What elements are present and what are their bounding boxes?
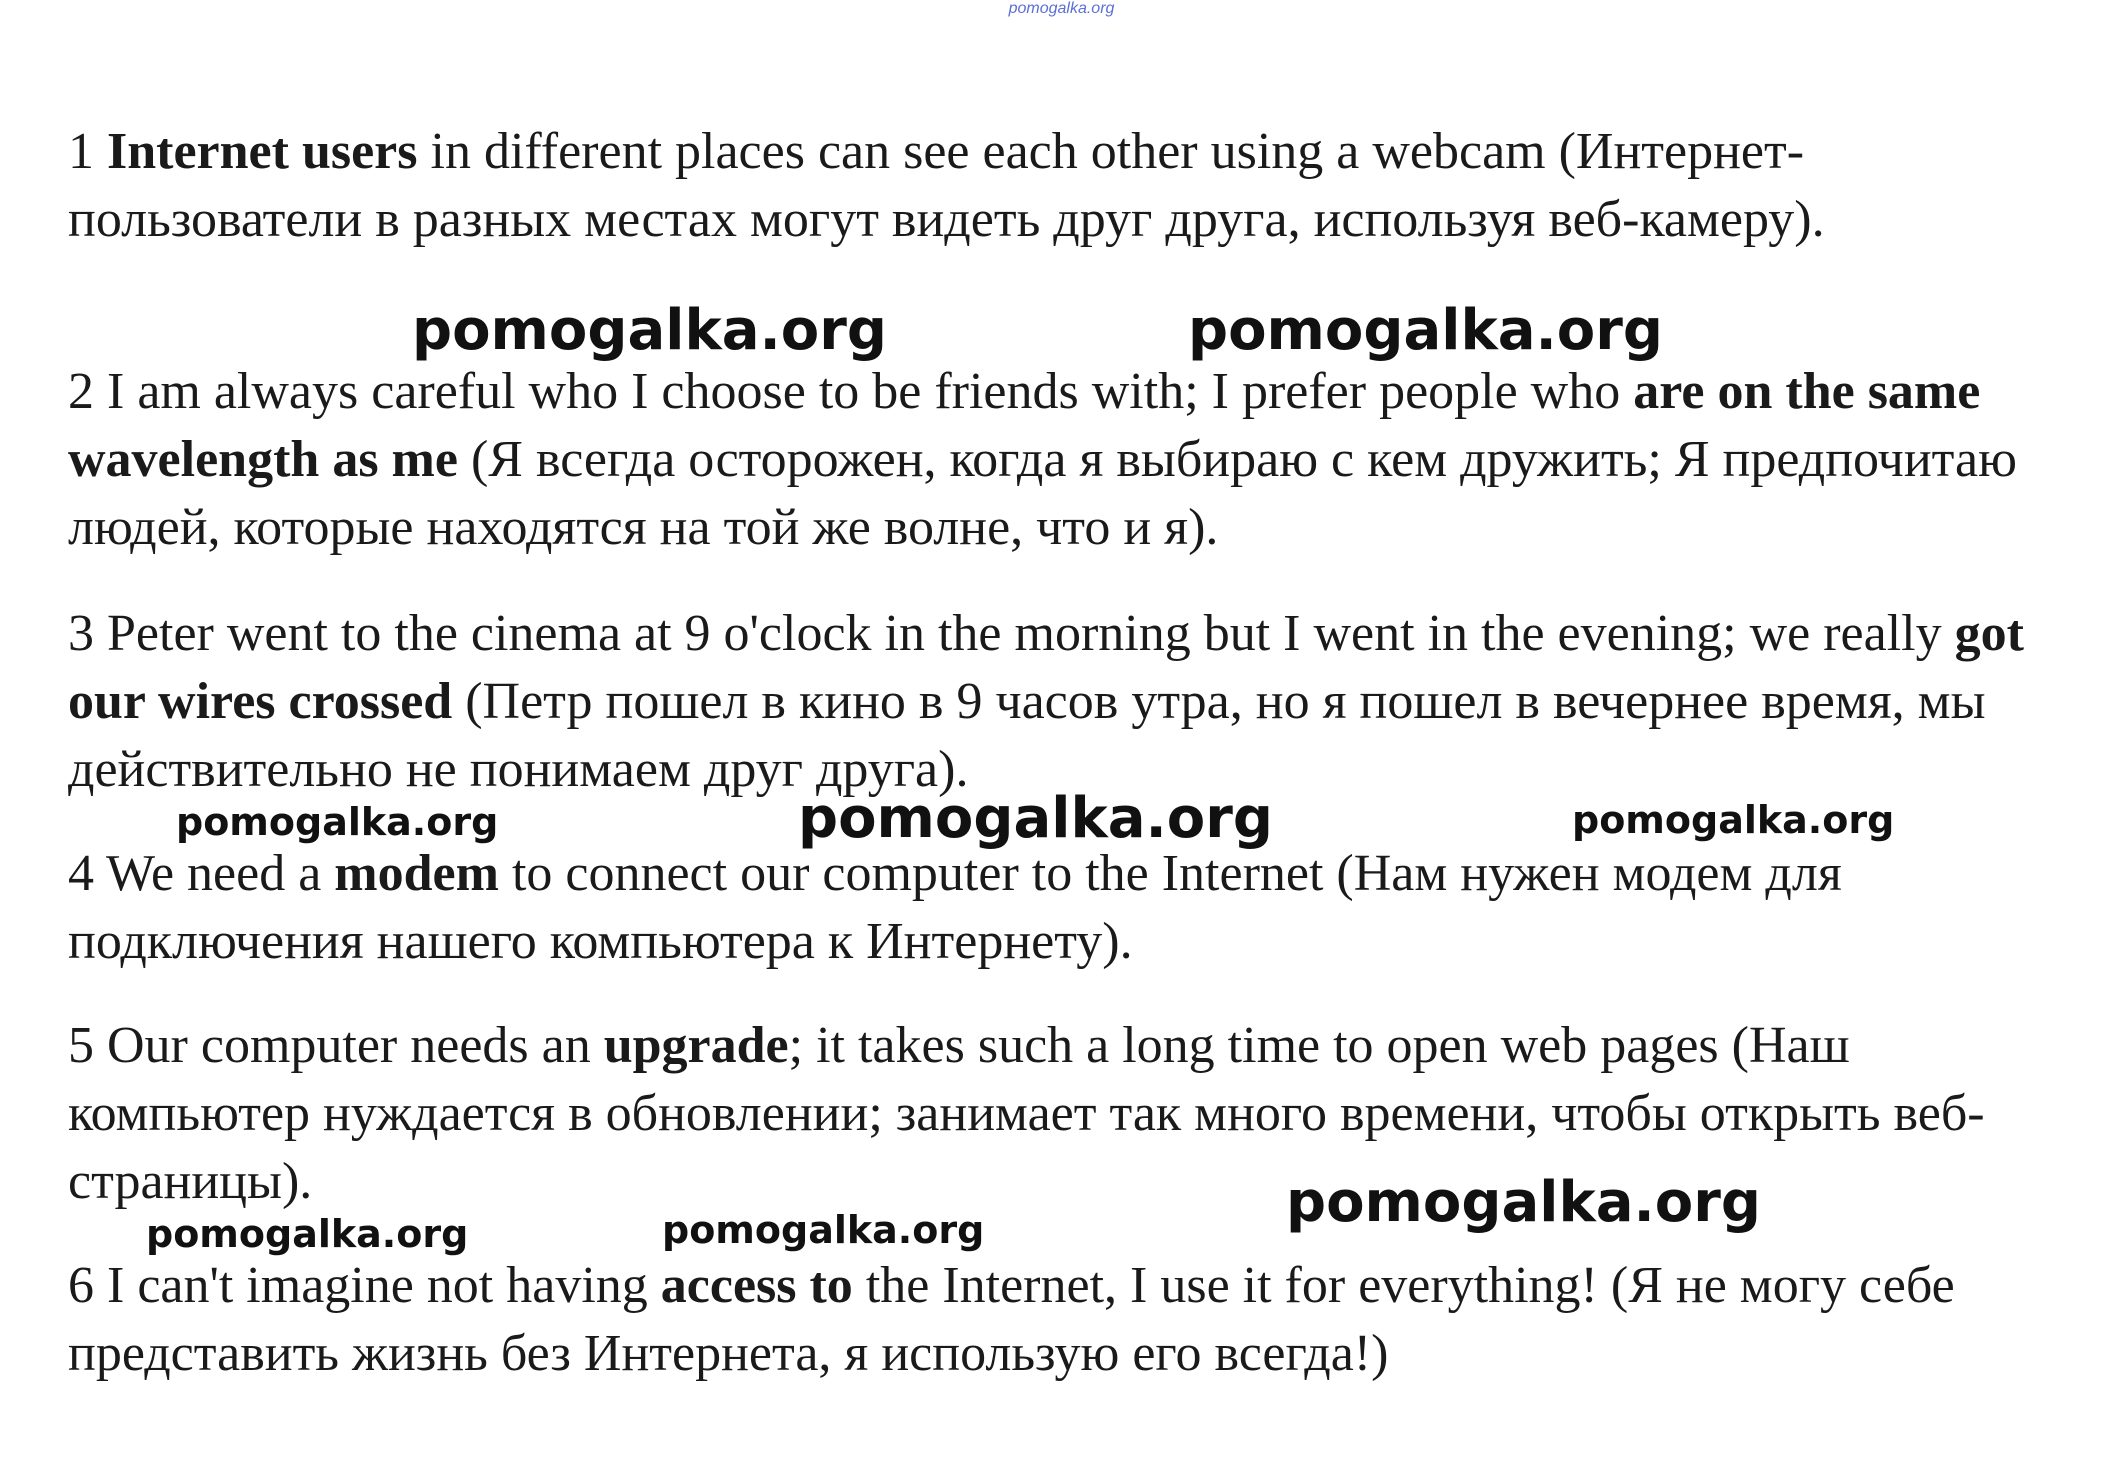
item-number: 6 — [68, 1257, 94, 1314]
item-text-pre: I can't imagine not having — [94, 1257, 661, 1314]
item-text-rest: in different places can see each other using a webcam (Интернет-пользователи в разных местах могут видеть друг друга, используя веб-камеру). — [68, 123, 1825, 248]
item-key-phrase: got our wires crossed — [68, 605, 2024, 730]
watermark: pomogalka.org — [146, 1212, 469, 1256]
item-key-phrase: Internet users — [107, 123, 418, 180]
watermark: pomogalka.org — [1286, 1170, 1761, 1235]
watermark: pomogalka.org — [798, 786, 1273, 851]
exercise-item-3 — [68, 600, 2078, 804]
watermark: pomogalka.org — [1572, 798, 1895, 842]
watermark: pomogalka.org — [412, 298, 887, 363]
watermark: pomogalka.org — [1188, 298, 1663, 363]
item-text-rest: ; it takes such a long time to open web pages (Наш компьютер нуждается в обновлении; занимает так много времени, чтобы открыть веб-страницы). — [68, 1017, 1985, 1210]
exercise-item-5 — [68, 1012, 2078, 1216]
item-number: 5 — [68, 1017, 94, 1074]
exercise-item-1 — [68, 118, 2078, 254]
item-number: 4 — [68, 845, 94, 902]
item-text-pre: We need a — [94, 845, 335, 902]
item-number: 2 — [68, 363, 94, 420]
item-key-phrase: access to — [660, 1257, 853, 1314]
item-text-rest: (Петр пошел в кино в 9 часов утра, но я пошел в вечернее время, мы действительно не понимаем друг друга). — [68, 673, 1986, 798]
item-text-pre: Our computer needs an — [94, 1017, 604, 1074]
item-text-rest: (Я всегда осторожен, когда я выбираю с кем дружить; Я предпочитаю людей, которые находятся на той же волне, что и я). — [68, 431, 2017, 556]
item-key-phrase: modem — [334, 845, 499, 902]
item-text-pre: I am always careful who I choose to be friends with; I prefer people who — [94, 363, 1634, 420]
item-number: 1 — [68, 123, 94, 180]
item-text-pre — [94, 123, 107, 180]
exercise-item-2 — [68, 358, 2078, 562]
header-watermark: pomogalka.org — [1008, 0, 1115, 17]
item-number: 3 — [68, 605, 94, 662]
watermark: pomogalka.org — [176, 800, 499, 844]
exercise-item-6 — [68, 1252, 2078, 1388]
item-key-phrase: upgrade — [603, 1017, 789, 1074]
item-text-pre: Peter went to the cinema at 9 o'clock in the morning but I went in the evening; we really — [94, 605, 1955, 662]
item-text-rest: the Internet, I use it for everything! (Я не могу себе представить жизнь без Интернета, я использую его всегда!) — [68, 1257, 1955, 1382]
item-key-phrase: are on the same wavelength as me — [68, 363, 1981, 488]
item-text-rest: to connect our computer to the Internet (Нам нужен модем для подключения нашего компьютера к Интернету). — [68, 845, 1842, 970]
watermark: pomogalka.org — [662, 1208, 985, 1252]
exercise-item-4 — [68, 840, 2078, 976]
